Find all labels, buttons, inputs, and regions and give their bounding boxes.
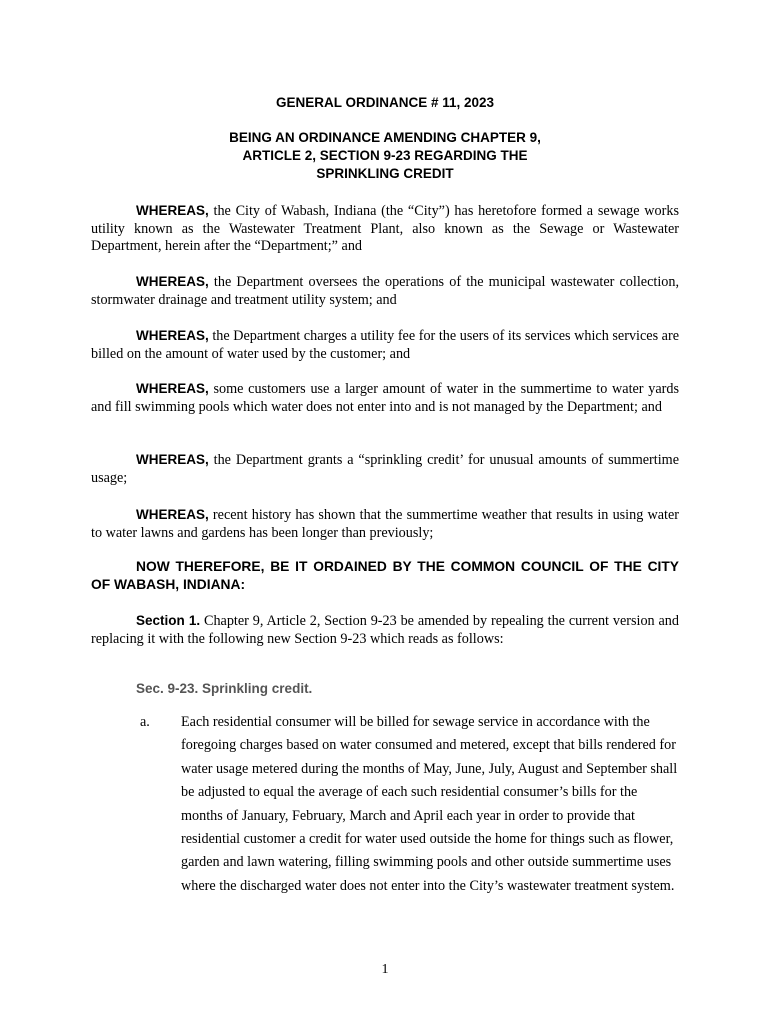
subtitle-line-3: SPRINKLING CREDIT [316, 166, 454, 181]
whereas-lead: WHEREAS, [136, 328, 209, 343]
whereas-lead: WHEREAS, [136, 203, 209, 218]
ordain-statement: NOW THEREFORE, BE IT ORDAINED BY THE COMMON COUNCIL OF THE CITY OF WABASH, INDIANA: [91, 559, 679, 592]
whereas-text: recent history has shown that the summertime weather that results in using water to water lawns and gardens has been longer than previously; [91, 507, 679, 541]
ordinance-title: GENERAL ORDINANCE # 11, 2023 [275, 95, 495, 110]
whereas-lead: WHEREAS, [136, 452, 209, 467]
whereas-clause-6 [91, 506, 679, 542]
section-1-text: Chapter 9, Article 2, Section 9-23 be amended by repealing the current version and replacing it with the following new Section 9-23 which reads as follows: [91, 613, 679, 647]
subtitle-line-1: BEING AN ORDINANCE AMENDING CHAPTER 9, [229, 130, 541, 145]
subtitle-line-2: ARTICLE 2, SECTION 9-23 REGARDING THE [242, 148, 528, 163]
whereas-text: the Department grants a “sprinkling credit’ for unusual amounts of summertime usage; [91, 452, 679, 486]
page-number: 1 [381, 962, 389, 977]
whereas-clause-3 [91, 327, 679, 363]
whereas-lead: WHEREAS, [136, 381, 209, 396]
whereas-lead: WHEREAS, [136, 507, 209, 522]
whereas-clause-2 [91, 273, 679, 309]
section-1-lead: Section 1. [136, 613, 201, 628]
whereas-text: the City of Wabash, Indiana (the “City”) has heretofore formed a sewage works utility known as the Wastewater Treatment Plant, also known as the Sewage or Wastewater Department, herein after the “Department;” and [91, 203, 679, 254]
new-section-heading: Sec. 9-23. Sprinkling credit. [136, 681, 313, 696]
item-text-a: Each residential consumer will be billed for sewage service in accordance with the foregoing charges based on water consumed and metered, except that bills rendered for water usage metered during the months of May, June, July, August and September shall be adjusted to equal the average of each such residential consumer’s bills for the months of January, February, March and April each year in order to provide that residential customer a credit for water used outside the home for things such as flower, garden and lawn watering, filling swimming pools and other outside summertime uses where the discharged water does not enter into the City’s wastewater treatment system. [181, 714, 678, 894]
item-marker-a: a. [140, 714, 150, 730]
whereas-text: the Department oversees the operations of the municipal wastewater collection, stormwater drainage and treatment utility system; and [91, 274, 679, 308]
whereas-clause-4 [91, 380, 679, 416]
whereas-text: the Department charges a utility fee for the users of its services which services are billed on the amount of water used by the customer; and [91, 328, 679, 362]
whereas-lead: WHEREAS, [136, 274, 209, 289]
whereas-text: some customers use a larger amount of water in the summertime to water yards and fill swimming pools which water does not enter into and is not managed by the Department; and [91, 381, 679, 415]
whereas-clause-5 [91, 451, 679, 487]
section-1-paragraph [91, 612, 679, 648]
whereas-clause-1 [91, 202, 679, 256]
ordinance-subtitle [0, 129, 770, 183]
